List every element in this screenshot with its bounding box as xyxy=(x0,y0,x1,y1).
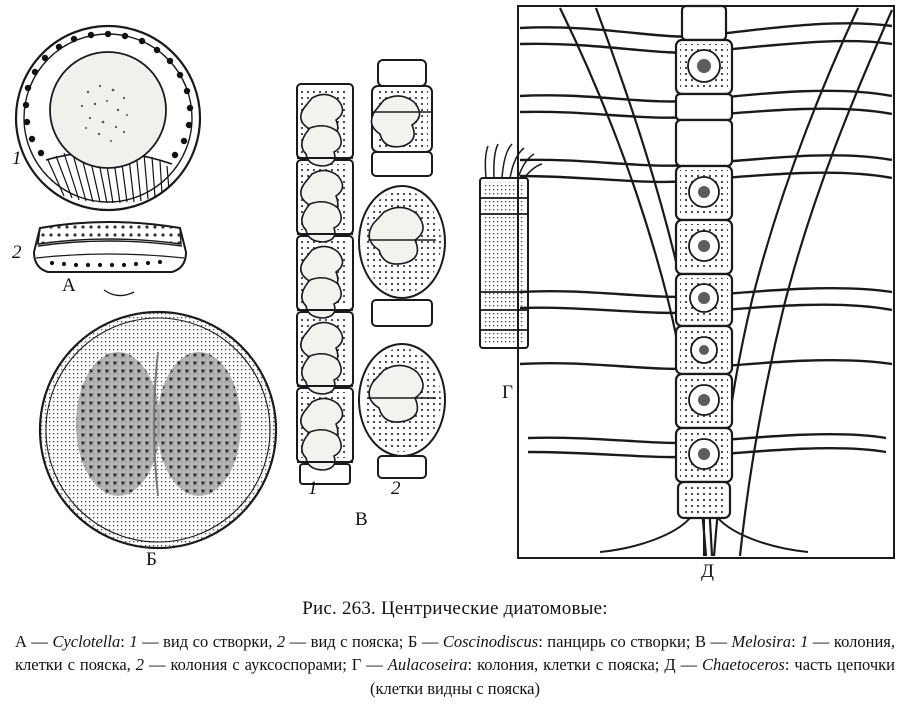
figure-label-cyclotella-2: 2 xyxy=(12,242,22,263)
figure-label-a: А xyxy=(62,275,76,296)
caption-text-segment: : xyxy=(791,632,801,651)
group-melosira-chain-1 xyxy=(297,84,353,484)
caption-title: Рис. 263. Центрические диатомовые: xyxy=(302,598,608,619)
caption-text-segment: — колония с ауксоспорами; Г — xyxy=(144,655,388,675)
group-cyclotella-valve-view xyxy=(16,26,200,210)
caption-italic-segment: 2 xyxy=(135,655,145,675)
group-coscinodiscus-disc xyxy=(38,310,278,550)
caption-text-segment: — вид с пояска; Б — xyxy=(285,632,443,651)
caption-italic-segment: 1 xyxy=(129,632,138,651)
caption-text-segment: : колония, клетки с пояска; Д — xyxy=(467,655,703,675)
figure-label-g: Г xyxy=(502,382,513,403)
caption-italic-segment: 2 xyxy=(276,632,286,651)
caption-italic-segment: Cyclotella xyxy=(52,632,121,651)
caption-italic-segment: Coscinodiscus xyxy=(442,632,539,651)
caption-text-segment: : xyxy=(120,632,130,651)
caption-italic-segment: Chaetoceros xyxy=(702,655,785,675)
caption-text-segment: : панцирь со створки; В — xyxy=(538,632,732,651)
caption-text-segment: : часть цепочки (клетки видны с пояска) xyxy=(369,655,896,698)
figure-label-b: Б xyxy=(146,549,157,570)
caption-italic-segment: Melosira xyxy=(731,632,792,651)
caption-text-segment: А — xyxy=(15,632,53,651)
caption-italic-segment: Aulacoseira xyxy=(387,655,468,675)
group-cyclotella-girdle-view xyxy=(34,222,186,296)
caption-text-segment: — колония, клетки с пояска, xyxy=(15,632,895,675)
group-melosira-chain-2-auxospores xyxy=(359,60,445,478)
figure-label-v: В xyxy=(355,509,368,530)
group-chaetoceros-chain xyxy=(518,6,894,558)
figure-caption xyxy=(0,598,910,700)
figure-label-cyclotella-1: 1 xyxy=(12,148,22,169)
caption-text-segment: — вид со створки, xyxy=(137,632,277,651)
group-aulacoseira-chain xyxy=(480,144,542,348)
figure-label-melosira-1: 1 xyxy=(308,478,318,499)
caption-italic-segment: 1 xyxy=(800,632,809,651)
figure-label-d: Д xyxy=(701,561,714,582)
figure-label-melosira-2: 2 xyxy=(391,478,401,499)
caption-body xyxy=(15,630,895,700)
